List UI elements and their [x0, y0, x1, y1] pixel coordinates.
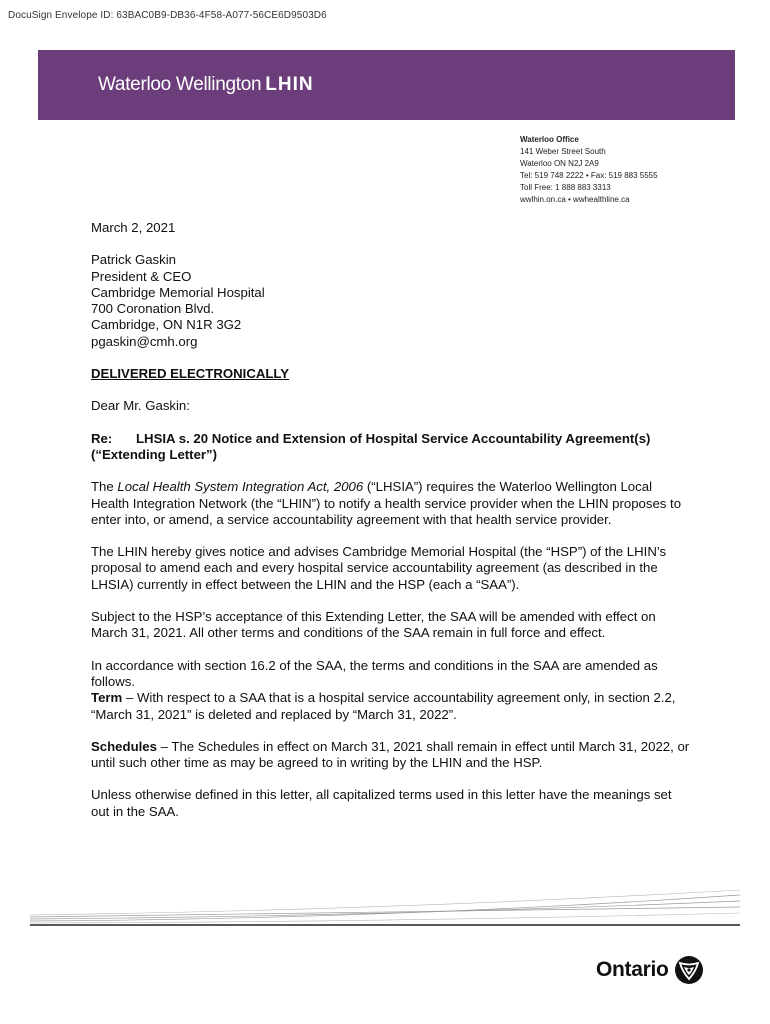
- paragraph-lhsia-pre: The: [91, 479, 118, 495]
- paragraph-lhsia-post: (“LHSIA”) requires the Waterloo Wellington Local Health Integration Network (the “LHIN”) to notify a health service provider when the LHIN proposes to enter into, or amend, a service accountability agreement with that health service provider.: [91, 479, 682, 527]
- recipient-title: President & CEO: [91, 268, 192, 284]
- ontario-wordmark: Ontario: [596, 958, 669, 981]
- paragraph-schedules: [91, 739, 691, 772]
- paragraph-definitions: Unless otherwise defined in this letter, all capitalized terms used in this letter have the meanings set out in the SAA.: [91, 787, 672, 819]
- brand-name: Waterloo Wellington: [98, 74, 262, 95]
- office-street: 141 Weber Street South: [520, 147, 606, 156]
- footer-swoosh-lines: [30, 885, 740, 930]
- term-text: – With respect to a SAA that is a hospital service accountability agreement only, in section 2.2, “March 31, 2021” is deleted and replaced by “March 31, 2022”.: [91, 690, 676, 722]
- paragraph-term: [91, 690, 691, 723]
- letter-body: [91, 220, 691, 836]
- recipient-name: Patrick Gaskin: [91, 252, 177, 268]
- office-title: Waterloo Office: [520, 135, 579, 144]
- office-phone-fax: Tel: 519 748 2222 • Fax: 519 883 5555: [520, 171, 658, 180]
- subject-label: Re:: [91, 430, 113, 446]
- brand-accent: LHIN: [265, 74, 314, 95]
- act-title: Local Health System Integration Act, 2006: [117, 479, 364, 495]
- schedules-label: Schedules: [91, 738, 157, 754]
- delivery-notice: DELIVERED ELECTRONICALLY: [91, 366, 290, 382]
- trillium-icon: [674, 955, 704, 985]
- envelope-id: DocuSign Envelope ID: 63BAC0B9-DB36-4F58-A077-56CE6D9503D6: [8, 10, 327, 21]
- office-toll-free: Toll Free: 1 888 883 3313: [520, 183, 611, 192]
- office-websites: wwlhin.on.ca • wwhealthline.ca: [520, 195, 630, 204]
- recipient-block: [91, 252, 691, 350]
- header-band: [38, 50, 735, 120]
- office-address-block: [520, 134, 658, 206]
- lhin-logo: [98, 74, 314, 96]
- recipient-email: pgaskin@cmh.org: [91, 333, 198, 349]
- schedules-text: – The Schedules in effect on March 31, 2021 shall remain in effect until March 31, 2022, or until such other time as may be agreed to in writing by the LHIN and the HSP.: [91, 738, 690, 771]
- ontario-logo: [596, 955, 704, 985]
- letter-date: March 2, 2021: [91, 220, 176, 235]
- subject-line: [91, 431, 691, 464]
- term-label: Term: [91, 690, 123, 706]
- salutation: Dear Mr. Gaskin:: [91, 398, 190, 414]
- recipient-organization: Cambridge Memorial Hospital: [91, 284, 265, 300]
- recipient-city: Cambridge, ON N1R 3G2: [91, 317, 242, 333]
- subject-text: LHSIA s. 20 Notice and Extension of Hospital Service Accountability Agreement(s) (“Extending Letter”): [91, 430, 651, 462]
- office-city: Waterloo ON N2J 2A9: [520, 159, 599, 168]
- paragraph-acceptance: Subject to the HSP’s acceptance of this Extending Letter, the SAA will be amended with effect on March 31, 2021. All other terms and conditions of the SAA remain in full force and effect.: [91, 609, 656, 641]
- paragraph-lhsia: [91, 479, 691, 528]
- recipient-street: 700 Coronation Blvd.: [91, 301, 215, 317]
- paragraph-amendment: In accordance with section 16.2 of the SAA, the terms and conditions in the SAA are amended as follows.: [91, 657, 658, 689]
- paragraph-notice: The LHIN hereby gives notice and advises Cambridge Memorial Hospital (the “HSP”) of the LHIN’s proposal to amend each and every hospital service accountability agreement (as described in the LHSIA) currently in effect between the LHIN and the HSP (each a “SAA”).: [91, 544, 667, 592]
